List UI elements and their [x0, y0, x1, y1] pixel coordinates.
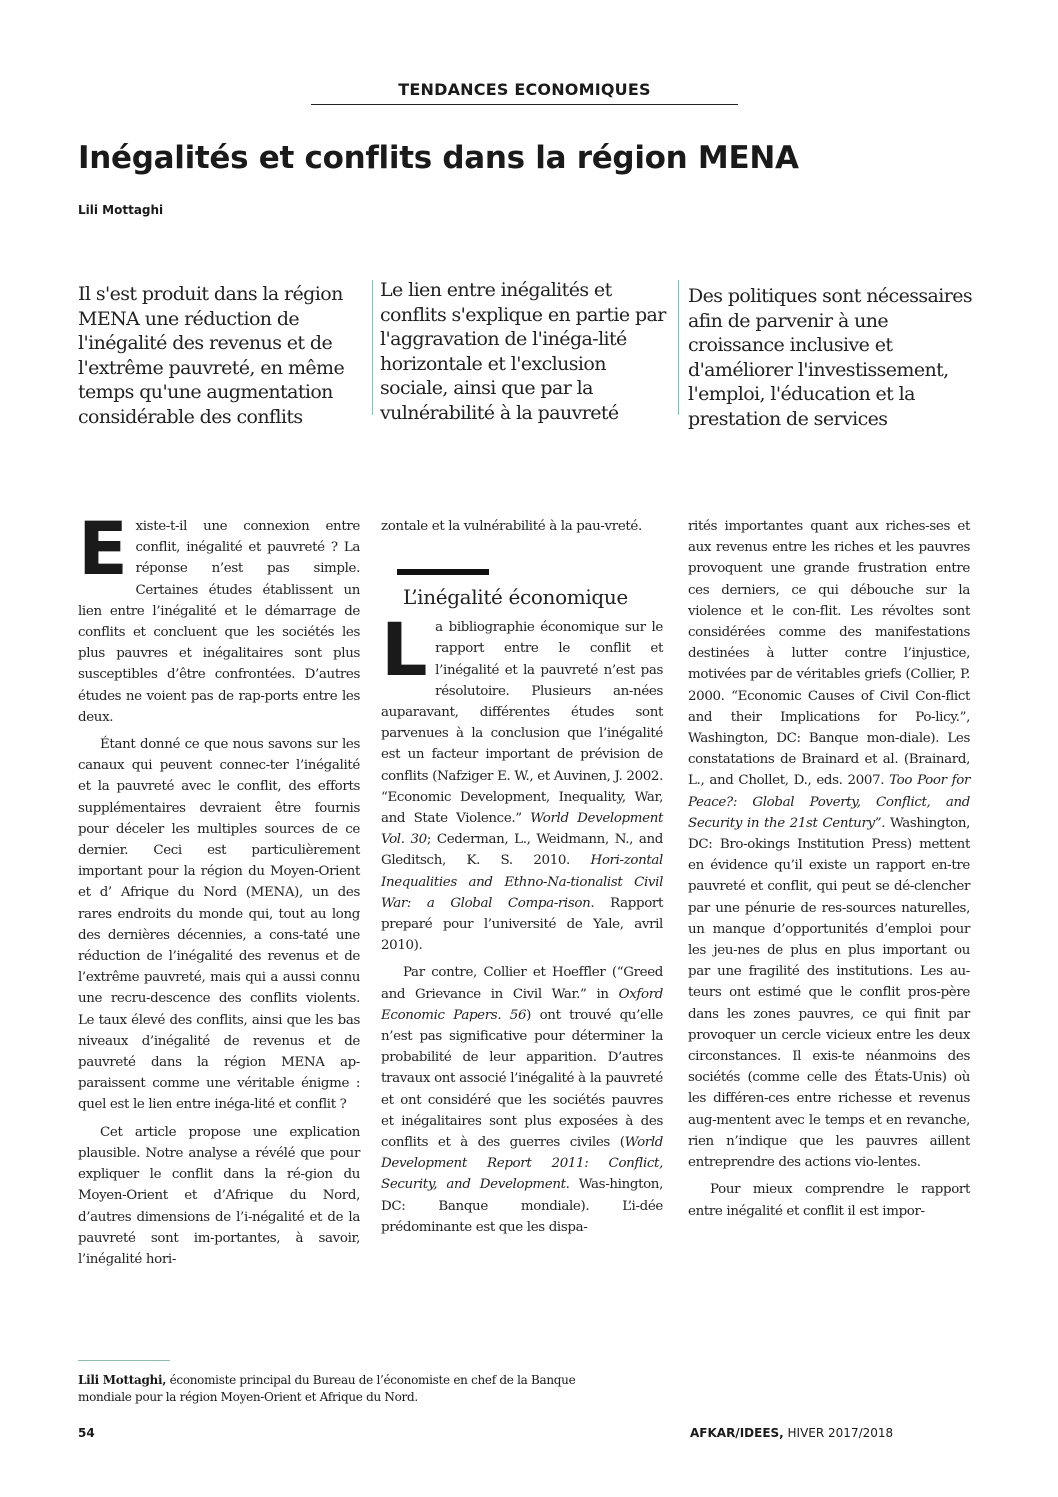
body-column-3 — [688, 516, 970, 1228]
paragraph-text: rités importantes quant aux riches-ses et aux revenus entre les riches et les pauvres provoquent une grande frustration entre ces derniers, ce qui débouche sur la violence et le con-flit. Les révoltes sont considérées comme des manifestations destinées à lutter contre l’injustice, motivées par de véritables griefs (Collier, P. 2000. “Economic Causes of Civil Con-flict and their Implications for Po-licy.”, Washington, DC: Banque mon-diale). Les constatations de Brainard et al. (Brainard, L., and Chollet, D., eds. 2007. — [688, 519, 970, 789]
author-byline: Lili Mottaghi — [78, 203, 164, 217]
citation-italic: World Development Report 2011: Conflict, Security, and Development. — [381, 1135, 663, 1193]
footnote-name: Lili Mottaghi, — [78, 1373, 167, 1387]
paragraph-text: Par contre, Collier et Hoeffler (“Greed and Grievance in Civil War.” in — [381, 965, 663, 1002]
paragraph-text: Was-hington, DC: Banque mondiale). L’i-dée prédominante est que les dispa- — [381, 1177, 663, 1235]
body-column-2 — [381, 516, 663, 1244]
lead-divider-1 — [372, 280, 373, 415]
publication-info — [690, 1426, 893, 1440]
subheading-bar — [397, 569, 489, 575]
footnote-text: économiste principal du Bureau de l’économiste en chef de la Banque mondiale pour la région Moyen-Orient et Afrique du Nord. — [78, 1373, 576, 1404]
lead-quote-2: Le lien entre inégalités et conflits s'explique en partie par l'aggravation de l'inéga-lité horizontale et l'exclusion sociale, ainsi que par la vulnérabilité à la pauvreté — [380, 279, 666, 424]
paragraph: Étant donné ce que nous savons sur les canaux qui peuvent connec-ter l’inégalité et la pauvreté avec le conflit, des efforts supplémentaires devraient être fournis pour déceler les multiples sources de ce dernier. Ceci est particulièrement important pour la région du Moyen-Orient et d’ Afrique du Nord (MENA), un des rares endroits du monde qui, tout au long des dernières décennies, a cons-taté une réduction de l’inégalité des revenus et de l’extrême pauvreté, mais qui a aussi connu une recru-descence des conflits violents. Le taux élevé des conflits, ainsi que les bas niveaux d’inégalité de revenus et de pauvreté dans la région MENA ap-paraissent comme une véritable énigme : quel est le lien entre inéga-lité et conflit ? — [78, 737, 360, 1113]
citation-italic: Too Poor for Peace?: Global Poverty, Conflict, and Security in the 21st Century”. — [688, 773, 970, 831]
citation-italic: Oxford Economic Papers. 56 — [381, 986, 663, 1023]
publication-name: AFKAR/IDEES, — [690, 1426, 784, 1440]
paragraph-text: xiste-t-il une connexion entre conflit, inégalité et pauvreté ? La réponse n’est pas simple. Certaines études établissent un lien entre l’inégalité et le démarrage de conflits et concluent que les sociétés les plus pauvres et inégalitaires sont plus susceptibles d’être confrontées. D’autres études ne voient pas de rap-ports entre les deux. — [78, 519, 360, 725]
footnote-rule — [78, 1360, 170, 1361]
paragraph-text: Rapport preparé pour l’université de Yale, avril 2010). — [381, 895, 663, 954]
paragraph-text: ) ont trouvé qu’elle n’est pas significative pour déterminer la probabilité de leur apparition. D’autres travaux ont associé l’inégalité à la pauvreté et ont considéré que les sociétés pauvres et inégalitaires sont plus exposées à des conflits et à des guerres civiles ( — [381, 1007, 663, 1151]
paragraph: zontale et la vulnérabilité à la pau-vreté. — [381, 519, 642, 534]
lead-quote-3: Des politiques sont nécessaires afin de parvenir à une croissance inclusive et d'améliorer l'investissement, l'emploi, l'éducation et la prestation de services — [688, 285, 973, 430]
drop-cap: L — [381, 608, 428, 694]
section-label: TENDANCES ECONOMIQUES — [398, 80, 651, 99]
paragraph-text: ; Cederman, L., Weidmann, N., and Gleditsch, K. S. 2010. — [381, 832, 663, 869]
citation-italic: Hori-zontal Inequalities and Ethno-Na-tionalist Civil War: a Global Compa-rison. — [381, 853, 663, 911]
lead-quote-1: Il s'est produit dans la région MENA une réduction de l'inégalité des revenus et de l'extrême pauvreté, en même temps qu'une augmentation considérable des conflits — [78, 283, 345, 428]
issue-date: HIVER 2017/2018 — [783, 1426, 894, 1440]
citation-italic: World Development Vol. 30 — [381, 811, 663, 848]
paragraph: Cet article propose une explication plausible. Notre analyse a révélé que pour expliquer le conflit dans la ré-gion du Moyen-Orient et d’Afrique du Nord, d’autres dimensions de l’i-négalité et de la pauvreté sont im-portantes, à savoir, l’inégalité hori- — [78, 1124, 360, 1267]
drop-cap: E — [78, 507, 128, 592]
body-column-1 — [78, 507, 360, 1276]
paragraph — [688, 516, 970, 1173]
article-title: Inégalités et conflits dans la région MENA — [78, 140, 799, 176]
lead-divider-2 — [678, 280, 679, 415]
paragraph — [381, 608, 663, 956]
author-footnote — [78, 1372, 598, 1406]
paragraph — [381, 962, 663, 1238]
page-number: 54 — [78, 1426, 95, 1440]
paragraph — [78, 507, 360, 728]
paragraph-text: a bibliographie économique sur le rapport entre le conflit et l’inégalité et la pauvreté n’est pas résolutoire. Plusieurs an-nées auparavant, différentes études sont parvenues à la conclusion que l’inégalité est un facteur important de prévision de conflits (Nafziger E. W., et Auvinen, J. 2002. “Economic Development, Inequality, War, and State Violence.” — [381, 620, 663, 827]
paragraph: Pour mieux comprendre le rapport entre inégalité et conflit il est impor- — [688, 1182, 970, 1219]
paragraph-text: Washington, DC: Bro-okings Institution Press) mettent en évidence qu’il existe un rapport en-tre pauvreté et conflit, qui peut se dé-clencher par une pénurie de res-sources naturelles, un manque d’opportunités d’emploi pour les jeu-nes de plus en plus important ou par une fragilité des institutions. Les au-teurs ont estimé que le conflit pros-père dans les zones pauvres, ce qui finit par provoquer un cercle vicieux entre les deux circonstances. Il exis-te néanmoins des sociétés (comme celle des États-Unis) où les différen-ces entre richesse et revenus aug-mentent avec le temps et en revanche, rien n’indique que les pauvres aillent entreprendre des actions vio-lentes. — [688, 815, 970, 1171]
section-rule — [311, 104, 738, 105]
subheading: L’inégalité économique — [403, 585, 628, 610]
